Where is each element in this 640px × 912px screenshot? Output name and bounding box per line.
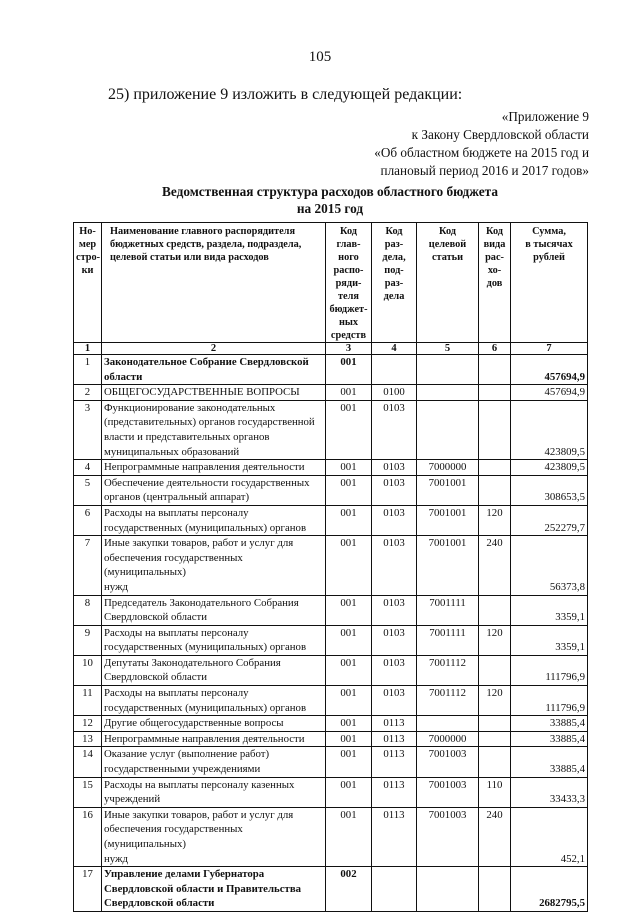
table-row bbox=[74, 400, 588, 459]
header-label-line: Но- bbox=[79, 226, 96, 237]
row-name-line: области bbox=[104, 370, 143, 383]
row-sum: 33885,4 bbox=[511, 747, 588, 777]
row-number: 11 bbox=[74, 686, 102, 716]
header-label-line: бюджетных средств, раздела, подраздела, bbox=[110, 239, 302, 250]
row-number: 5 bbox=[74, 475, 102, 505]
header-label-line: глав- bbox=[336, 239, 361, 250]
row-name-line: Функционирование законодательных bbox=[104, 401, 276, 414]
row-expense-type-code: 240 bbox=[479, 807, 511, 866]
row-target-code: 7001112 bbox=[417, 686, 479, 716]
table-row bbox=[74, 655, 588, 685]
row-grbs-code: 001 bbox=[326, 731, 372, 747]
intro-text: 25) приложение 9 изложить в следующей редакции: bbox=[108, 86, 463, 103]
row-grbs-code: 001 bbox=[326, 385, 372, 401]
header-target-code bbox=[417, 223, 479, 343]
row-expense-type-code bbox=[479, 355, 511, 385]
row-target-code: 7000000 bbox=[417, 460, 479, 476]
row-name-line: Непрограммные направления деятельности bbox=[104, 461, 305, 474]
row-grbs-code: 001 bbox=[326, 505, 372, 535]
row-name bbox=[102, 777, 326, 807]
row-expense-type-code bbox=[479, 747, 511, 777]
row-section-code: 0113 bbox=[372, 731, 417, 747]
header-label-line: ки bbox=[81, 265, 94, 276]
column-number: 7 bbox=[511, 343, 588, 355]
row-expense-type-code: 120 bbox=[479, 505, 511, 535]
column-number: 3 bbox=[326, 343, 372, 355]
header-label-line: под- bbox=[384, 265, 404, 276]
row-section-code: 0103 bbox=[372, 460, 417, 476]
header-label-line: рублей bbox=[533, 252, 565, 263]
row-name-line: Расходы на выплаты персоналу bbox=[104, 687, 249, 700]
header-grbs-code bbox=[326, 223, 372, 343]
row-name-line: обеспечения государственных (муниципальных) bbox=[104, 823, 243, 850]
row-grbs-code: 001 bbox=[326, 355, 372, 385]
header-row-number bbox=[74, 223, 102, 343]
row-expense-type-code: 240 bbox=[479, 536, 511, 595]
row-grbs-code: 001 bbox=[326, 747, 372, 777]
row-expense-type-code: 120 bbox=[479, 686, 511, 716]
row-number: 17 bbox=[74, 867, 102, 912]
table-row bbox=[74, 777, 588, 807]
header-label-line: ного bbox=[338, 252, 359, 263]
row-number: 1 bbox=[74, 355, 102, 385]
row-target-code bbox=[417, 355, 479, 385]
row-sum: 252279,7 bbox=[511, 505, 588, 535]
row-expense-type-code bbox=[479, 716, 511, 732]
header-label-line: вида bbox=[483, 239, 506, 250]
row-number: 7 bbox=[74, 536, 102, 595]
row-section-code: 0103 bbox=[372, 475, 417, 505]
header-label-line: Наименование главного распорядителя bbox=[110, 226, 296, 237]
row-target-code: 7001001 bbox=[417, 475, 479, 505]
row-target-code: 7001001 bbox=[417, 536, 479, 595]
header-label-line: дела bbox=[383, 291, 405, 302]
row-name bbox=[102, 595, 326, 625]
row-target-code: 7000000 bbox=[417, 731, 479, 747]
row-expense-type-code bbox=[479, 731, 511, 747]
row-name-line: Расходы на выплаты персоналу bbox=[104, 626, 249, 639]
row-sum: 423809,5 bbox=[511, 400, 588, 459]
row-name-line: учреждений bbox=[104, 793, 161, 806]
row-grbs-code: 001 bbox=[326, 595, 372, 625]
row-grbs-code: 001 bbox=[326, 460, 372, 476]
header-section-code bbox=[372, 223, 417, 343]
row-name-line: государственных (муниципальных) органов bbox=[104, 701, 307, 714]
row-number: 8 bbox=[74, 595, 102, 625]
row-name-line: Расходы на выплаты персоналу казенных bbox=[104, 778, 295, 791]
row-number: 9 bbox=[74, 625, 102, 655]
header-sum bbox=[511, 223, 588, 343]
row-name bbox=[102, 475, 326, 505]
appendix-ref-line: плановый период 2016 и 2017 годов» bbox=[380, 163, 589, 178]
header-label-line: средств bbox=[330, 330, 367, 341]
row-sum: 423809,5 bbox=[511, 460, 588, 476]
row-name bbox=[102, 807, 326, 866]
column-number: 1 bbox=[74, 343, 102, 355]
row-section-code: 0103 bbox=[372, 505, 417, 535]
row-name bbox=[102, 686, 326, 716]
row-sum: 33885,4 bbox=[511, 731, 588, 747]
row-grbs-code: 002 bbox=[326, 867, 372, 912]
row-expense-type-code bbox=[479, 475, 511, 505]
appendix-ref-line: «Об областном бюджете на 2015 год и bbox=[374, 145, 589, 160]
row-name-line: государственных (муниципальных) органов bbox=[104, 641, 307, 654]
row-section-code: 0113 bbox=[372, 807, 417, 866]
table-row bbox=[74, 536, 588, 595]
row-target-code bbox=[417, 716, 479, 732]
row-name-line: муниципальных образований bbox=[104, 445, 240, 458]
row-name-line: Обеспечение деятельности государственных bbox=[104, 476, 310, 489]
row-name-line: Оказание услуг (выполнение работ) bbox=[104, 748, 270, 761]
row-name-line: (представительных) органов государственной bbox=[104, 416, 315, 429]
row-name-line: обеспечения государственных (муниципальных) bbox=[104, 551, 243, 579]
row-target-code bbox=[417, 385, 479, 401]
row-name-line: Расходы на выплаты персоналу bbox=[104, 506, 249, 519]
row-expense-type-code: 120 bbox=[479, 625, 511, 655]
page-number: 105 bbox=[308, 49, 332, 65]
row-target-code: 7001111 bbox=[417, 595, 479, 625]
table-row bbox=[74, 625, 588, 655]
table-title bbox=[0, 183, 640, 217]
row-name bbox=[102, 460, 326, 476]
row-sum: 457694,9 bbox=[511, 355, 588, 385]
row-name-line: Законодательное Собрание Свердловской bbox=[104, 356, 309, 368]
row-section-code: 0103 bbox=[372, 595, 417, 625]
table-row bbox=[74, 505, 588, 535]
column-number-row bbox=[74, 343, 588, 355]
header-label-line: целевой bbox=[428, 239, 467, 250]
row-target-code: 7001003 bbox=[417, 807, 479, 866]
table-row bbox=[74, 747, 588, 777]
header-label-line: дов bbox=[486, 278, 503, 289]
row-target-code bbox=[417, 400, 479, 459]
row-target-code: 7001003 bbox=[417, 777, 479, 807]
row-name bbox=[102, 625, 326, 655]
row-sum: 33885,4 bbox=[511, 716, 588, 732]
budget-table bbox=[73, 222, 588, 912]
row-number: 16 bbox=[74, 807, 102, 866]
table-row bbox=[74, 716, 588, 732]
row-sum: 111796,9 bbox=[511, 655, 588, 685]
table-row bbox=[74, 807, 588, 866]
header-name bbox=[102, 223, 326, 343]
row-name-line: Иные закупки товаров, работ и услуг для bbox=[104, 808, 294, 821]
appendix-ref-line: «Приложение 9 bbox=[501, 109, 589, 124]
row-number: 3 bbox=[74, 400, 102, 459]
row-section-code bbox=[372, 355, 417, 385]
row-name bbox=[102, 731, 326, 747]
row-sum: 457694,9 bbox=[511, 385, 588, 401]
row-section-code: 0103 bbox=[372, 686, 417, 716]
row-name bbox=[102, 385, 326, 401]
row-expense-type-code bbox=[479, 400, 511, 459]
row-number: 6 bbox=[74, 505, 102, 535]
column-number: 6 bbox=[479, 343, 511, 355]
row-number: 10 bbox=[74, 655, 102, 685]
row-name bbox=[102, 655, 326, 685]
table-title-line: на 2015 год bbox=[296, 201, 364, 216]
header-expense-type-code bbox=[479, 223, 511, 343]
row-name-line: Председатель Законодательного Собрания bbox=[104, 596, 299, 609]
row-grbs-code: 001 bbox=[326, 655, 372, 685]
column-number: 5 bbox=[417, 343, 479, 355]
table-title-line: Ведомственная структура расходов областного бюджета bbox=[162, 184, 498, 199]
row-name-line: государственных (муниципальных) органов bbox=[104, 521, 307, 534]
row-number: 14 bbox=[74, 747, 102, 777]
row-name bbox=[102, 355, 326, 385]
row-name-line: Иные закупки товаров, работ и услуг для bbox=[104, 537, 294, 550]
appendix-ref-line: к Закону Свердловской области bbox=[411, 127, 589, 142]
header-label-line: Код bbox=[385, 226, 403, 237]
row-number: 2 bbox=[74, 385, 102, 401]
row-grbs-code: 001 bbox=[326, 536, 372, 595]
row-target-code: 7001001 bbox=[417, 505, 479, 535]
row-sum: 56373,8 bbox=[511, 536, 588, 595]
row-name-line: Свердловской области и Правительства bbox=[104, 882, 302, 895]
row-name-line: Другие общегосударственные вопросы bbox=[104, 717, 284, 730]
row-name-line: ОБЩЕГОСУДАРСТВЕННЫЕ ВОПРОСЫ bbox=[104, 386, 300, 399]
row-target-code: 7001112 bbox=[417, 655, 479, 685]
row-grbs-code: 001 bbox=[326, 475, 372, 505]
table-header-row bbox=[74, 223, 588, 343]
row-grbs-code: 001 bbox=[326, 716, 372, 732]
row-grbs-code: 001 bbox=[326, 777, 372, 807]
appendix-reference bbox=[374, 108, 589, 180]
row-name bbox=[102, 400, 326, 459]
table-body bbox=[74, 355, 588, 912]
header-label-line: стро- bbox=[76, 252, 101, 263]
table-row bbox=[74, 686, 588, 716]
table-row bbox=[74, 731, 588, 747]
row-name-line: власти и представительных органов bbox=[104, 430, 270, 443]
row-name-line: Управление делами Губернатора bbox=[104, 868, 265, 881]
row-name-line: органов (центральный аппарат) bbox=[104, 491, 250, 504]
row-number: 15 bbox=[74, 777, 102, 807]
header-label-line: ряди- bbox=[335, 278, 362, 289]
row-grbs-code: 001 bbox=[326, 625, 372, 655]
header-label-line: раз- bbox=[384, 278, 404, 289]
row-expense-type-code bbox=[479, 385, 511, 401]
table-row bbox=[74, 460, 588, 476]
row-sum: 3359,1 bbox=[511, 625, 588, 655]
row-name bbox=[102, 505, 326, 535]
row-grbs-code: 001 bbox=[326, 400, 372, 459]
header-label-line: мер bbox=[78, 239, 97, 250]
row-number: 4 bbox=[74, 460, 102, 476]
row-name-line: нужд bbox=[104, 852, 128, 865]
row-name-line: Свердловской области bbox=[104, 897, 215, 910]
row-sum: 111796,9 bbox=[511, 686, 588, 716]
row-name-line: Свердловской области bbox=[104, 671, 208, 684]
row-target-code: 7001111 bbox=[417, 625, 479, 655]
row-grbs-code: 001 bbox=[326, 686, 372, 716]
row-section-code: 0103 bbox=[372, 400, 417, 459]
column-number: 2 bbox=[102, 343, 326, 355]
row-section-code: 0103 bbox=[372, 655, 417, 685]
row-name-line: Депутаты Законодательного Собрания bbox=[104, 656, 281, 669]
row-name bbox=[102, 747, 326, 777]
header-label-line: Сумма, bbox=[532, 226, 566, 237]
header-label-line: ных bbox=[338, 317, 359, 328]
row-sum: 308653,5 bbox=[511, 475, 588, 505]
header-label-line: Код bbox=[485, 226, 503, 237]
header-label-line: теля bbox=[338, 291, 359, 302]
column-number: 4 bbox=[372, 343, 417, 355]
table-row bbox=[74, 475, 588, 505]
header-label-line: раз- bbox=[384, 239, 404, 250]
row-number: 12 bbox=[74, 716, 102, 732]
row-target-code: 7001003 bbox=[417, 747, 479, 777]
row-sum: 3359,1 bbox=[511, 595, 588, 625]
table-row bbox=[74, 385, 588, 401]
row-sum: 2682795,5 bbox=[511, 867, 588, 912]
header-label-line: бюджет- bbox=[329, 304, 368, 315]
row-name-line: нужд bbox=[104, 580, 128, 593]
header-label-line: Код bbox=[438, 226, 456, 237]
header-label-line: в тысячах bbox=[525, 239, 573, 250]
row-section-code: 0113 bbox=[372, 777, 417, 807]
header-label-line: Код bbox=[339, 226, 357, 237]
header-label-line: статьи bbox=[431, 252, 464, 263]
row-section-code: 0113 bbox=[372, 747, 417, 777]
header-label-line: целевой статьи или вида расходов bbox=[110, 252, 269, 263]
row-expense-type-code bbox=[479, 595, 511, 625]
row-expense-type-code bbox=[479, 655, 511, 685]
row-sum: 452,1 bbox=[511, 807, 588, 866]
header-label-line: дела, bbox=[382, 252, 406, 263]
row-section-code: 0113 bbox=[372, 716, 417, 732]
row-number: 13 bbox=[74, 731, 102, 747]
row-sum: 33433,3 bbox=[511, 777, 588, 807]
row-name-line: Непрограммные направления деятельности bbox=[104, 732, 305, 745]
row-expense-type-code bbox=[479, 460, 511, 476]
row-name bbox=[102, 716, 326, 732]
row-grbs-code: 001 bbox=[326, 807, 372, 866]
header-label-line: распо- bbox=[333, 265, 364, 276]
header-label-line: хо- bbox=[487, 265, 502, 276]
row-expense-type-code: 110 bbox=[479, 777, 511, 807]
table-row bbox=[74, 355, 588, 385]
row-name bbox=[102, 536, 326, 595]
row-name-line: Свердловской области bbox=[104, 611, 208, 624]
header-label-line: рас- bbox=[485, 252, 504, 263]
row-section-code: 0100 bbox=[372, 385, 417, 401]
row-section-code: 0103 bbox=[372, 625, 417, 655]
table-row bbox=[74, 595, 588, 625]
row-name-line: государственными учреждениями bbox=[104, 763, 261, 776]
row-section-code: 0103 bbox=[372, 536, 417, 595]
